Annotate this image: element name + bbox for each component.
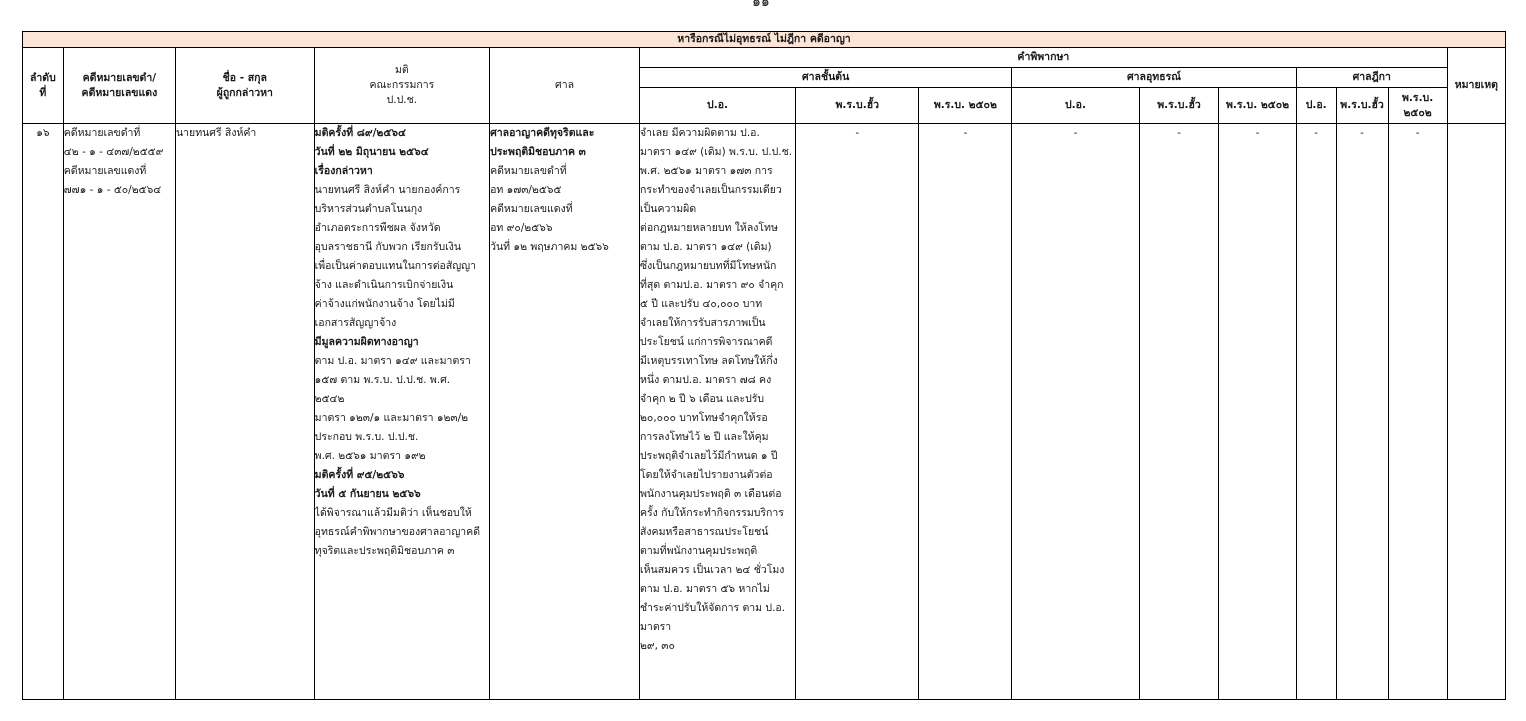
case-line: คดีหมายเลขแดงที่ [63,165,147,177]
row-remark [1447,124,1505,700]
header-judgment: คำพิพากษา [640,48,1448,68]
row-supreme-act: - [1336,124,1388,700]
resolution-line: ค่าจ้างแก่พนักงานจ้าง โดยไม่มี [314,298,455,310]
court-line: ประพฤติมิชอบภาค ๓ [490,146,586,158]
judgment-line: ตามที่พนักงานคุมประพฤติ [640,545,758,557]
header-case-number: คดีหมายเลขดำ/ คดีหมายเลขแดง [63,48,175,124]
court-line: วันที่ ๑๒ พฤษภาคม ๒๕๖๖ [490,241,609,253]
row-court [490,124,640,700]
resolution-line: ตาม ป.อ. มาตรา ๑๔๙ และมาตรา [314,355,471,367]
row-first-act2502: - [919,124,1012,700]
judgment-line: การลงโทษไว้ ๒ ปี และให้คุม [640,431,769,443]
judgment-line: สังคมหรือสาธารณประโยชน์ [640,526,769,538]
judgment-line: ที่สุด ตามป.อ. มาตรา ๙๐ จำคุก [640,279,784,291]
resolution-line: ประกอบ พ.ร.บ. ป.ป.ช. [314,431,419,443]
resolution-line: วันที่ ๕ กันยายน ๒๕๖๖ [314,488,421,500]
resolution-line: ทุจริตและประพฤติมิชอบภาค ๓ [314,545,455,557]
judgment-line: ๕ ปี และปรับ ๔๐,๐๐๐ บาท [640,298,763,310]
row-appeal-po: - [1012,124,1139,700]
header-supreme-act: พ.ร.บ.ฮั้ว [1336,88,1388,124]
header-remark: หมายเหตุ [1447,48,1505,124]
judgment-line: ๒๙, ๓๐ [640,640,675,652]
judgment-line: กระทำของจำเลยเป็นกรรมเดียว [640,184,782,196]
judgment-line: หนึ่ง ตามป.อ. มาตรา ๗๘ คง [640,374,772,386]
header-supreme-po: ป.อ. [1296,88,1336,124]
header-court-first: ศาลชั้นต้น [640,68,1012,88]
header-appeal-po: ป.อ. [1012,88,1139,124]
resolution-line: เพื่อเป็นค่าตอบแทนในการต่อสัญญา [314,260,477,272]
judgment-line: พนักงานคุมประพฤติ ๓ เดือนต่อ [640,488,782,500]
row-supreme-po: - [1296,124,1336,700]
judgment-line: ๒๐,๐๐๐ บาทโทษจำคุกให้รอ [640,412,768,424]
judgment-line: ประโยชน์ แก่การพิจารณาคดี [640,336,773,348]
court-line: อท ๑๗๓/๒๕๖๕ [490,184,562,196]
judgment-line: ชำระค่าปรับให้จัดการ ตาม ป.อ. [640,602,786,614]
court-line: อท ๙๐/๒๕๖๖ [490,222,553,234]
header-court-appeal: ศาลอุทธรณ์ [1012,68,1297,88]
resolution-line: วันที่ ๒๒ มิถุนายน ๒๕๖๔ [314,146,429,158]
table-title: หารือกรณีไม่อุทธรณ์ ไม่ฎีกา คดีอาญา [23,32,1506,48]
resolution-line: ๑๕๗ ตาม พ.ร.บ. ป.ป.ช. พ.ศ. [314,374,451,386]
case-line: ๗๗๑ - ๑ - ๕๐/๒๕๖๔ [63,184,162,196]
header-supreme-act2502: พ.ร.บ. ๒๕๐๒ [1388,88,1447,124]
judgment-line: ตาม ป.อ. มาตรา ๕๖ หากไม่ [640,583,770,595]
resolution-line: นายทนศรี สิงห์คำ นายกองค์การ [314,184,461,196]
resolution-line: อำเภอตระการพืชผล จังหวัด [314,222,441,234]
header-court: ศาล [490,48,640,124]
resolution-line: อุบลราชธานี กับพวก เรียกรับเงิน [314,241,462,253]
header-name: ชื่อ - สกุล ผู้ถูกกล่าวหา [175,48,314,124]
resolution-line: มีมูลความผิดทางอาญา [314,336,419,348]
resolution-line: มติครั้งที่ ๘๙/๒๕๖๔ [314,127,406,139]
resolution-line: เรื่องกล่าวหา [314,165,373,177]
judgment-line: ซึ่งเป็นกฎหมายบทที่มีโทษหนัก [640,260,777,272]
resolution-line: เอกสารสัญญาจ้าง [314,317,397,329]
judgment-line: มาตรา ๑๔๙ (เดิม) พ.ร.บ. ป.ป.ช. [640,146,793,158]
resolution-line: อุทธรณ์คำพิพากษาของศาลอาญาคดี [314,526,481,538]
case-line: ๔๒ - ๑ - ๔๓๗/๒๕๕๙ [63,146,164,158]
header-first-po: ป.อ. [640,88,796,124]
row-appeal-act2502: - [1219,124,1297,700]
resolution-line: บริหารส่วนตำบลโนนกุง [314,203,423,215]
resolution-line: พ.ศ. ๒๕๖๑ มาตรา ๑๙๒ [314,450,426,462]
judgment-line: จำคุก ๒ ปี ๖ เดือน และปรับ [640,393,765,405]
judgment-line: ตาม ป.อ. มาตรา ๑๔๙ (เดิม) [640,241,772,253]
resolution-line: ๒๕๔๒ [314,393,345,405]
resolution-line: มติครั้งที่ ๙๕/๒๕๖๖ [314,469,405,481]
court-line: คดีหมายเลขดำที่ [490,165,567,177]
row-supreme-act2502: - [1388,124,1447,700]
page-number: ๑๑ [752,0,770,10]
case-line: คดีหมายเลขดำที่ [63,127,141,139]
resolution-line: มาตรา ๑๒๓/๑ และมาตรา ๑๒๓/๒ [314,412,469,424]
case-table [22,31,1506,700]
judgment-line: ประพฤติจำเลยไว้มีกำหนด ๑ ปี [640,450,778,462]
judgment-line: เป็นความผิด [640,203,697,215]
judgment-line: เห็นสมควร เป็นเวลา ๒๔ ชั่วโมง [640,564,785,576]
row-appeal-act: - [1139,124,1219,700]
judgment-line: จำเลยให้การรับสารภาพเป็น [640,317,766,329]
judgment-line: ครั้ง กับให้กระทำกิจกรรมบริการ [640,507,784,519]
court-line: คดีหมายเลขแดงที่ [490,203,573,215]
header-resolution: มติ คณะกรรมการ ป.ป.ช. [314,48,489,124]
header-appeal-act2502: พ.ร.บ. ๒๕๐๒ [1219,88,1297,124]
judgment-line: ต่อกฎหมายหลายบท ให้ลงโทษ [640,222,778,234]
row-first-act: - [796,124,919,700]
judgment-line: มาตรา [640,621,672,633]
judgment-line: โดยให้จำเลยไปรายงานตัวต่อ [640,469,773,481]
row-resolution [314,124,489,700]
judgment-line: พ.ศ. ๒๕๖๑ มาตรา ๑๗๓ การ [640,165,773,177]
header-order: ลำดับ ที่ [23,48,64,124]
resolution-line: ได้พิจารณาแล้วมีมติว่า เห็นชอบให้ [314,507,472,519]
header-first-act: พ.ร.บ.ฮั้ว [796,88,919,124]
header-appeal-act: พ.ร.บ.ฮั้ว [1139,88,1219,124]
row-order: ๑๖ [23,124,64,700]
court-line: ศาลอาญาคดีทุจริตและ [490,127,595,139]
table-row [23,124,1506,700]
judgment-line: มีเหตุบรรเทาโทษ ลดโทษให้กึ่ง [640,355,778,367]
header-first-act2502: พ.ร.บ. ๒๕๐๒ [919,88,1012,124]
judgment-line: จำเลย มีความผิดตาม ป.อ. [640,127,760,139]
header-court-supreme: ศาลฎีกา [1296,68,1447,88]
row-judgment-first-po [640,124,796,700]
resolution-line: จ้าง และดำเนินการเบิกจ่ายเงิน [314,279,454,291]
row-case-number [63,124,175,700]
row-name: นายทนศรี สิงห์คำ [175,124,314,700]
